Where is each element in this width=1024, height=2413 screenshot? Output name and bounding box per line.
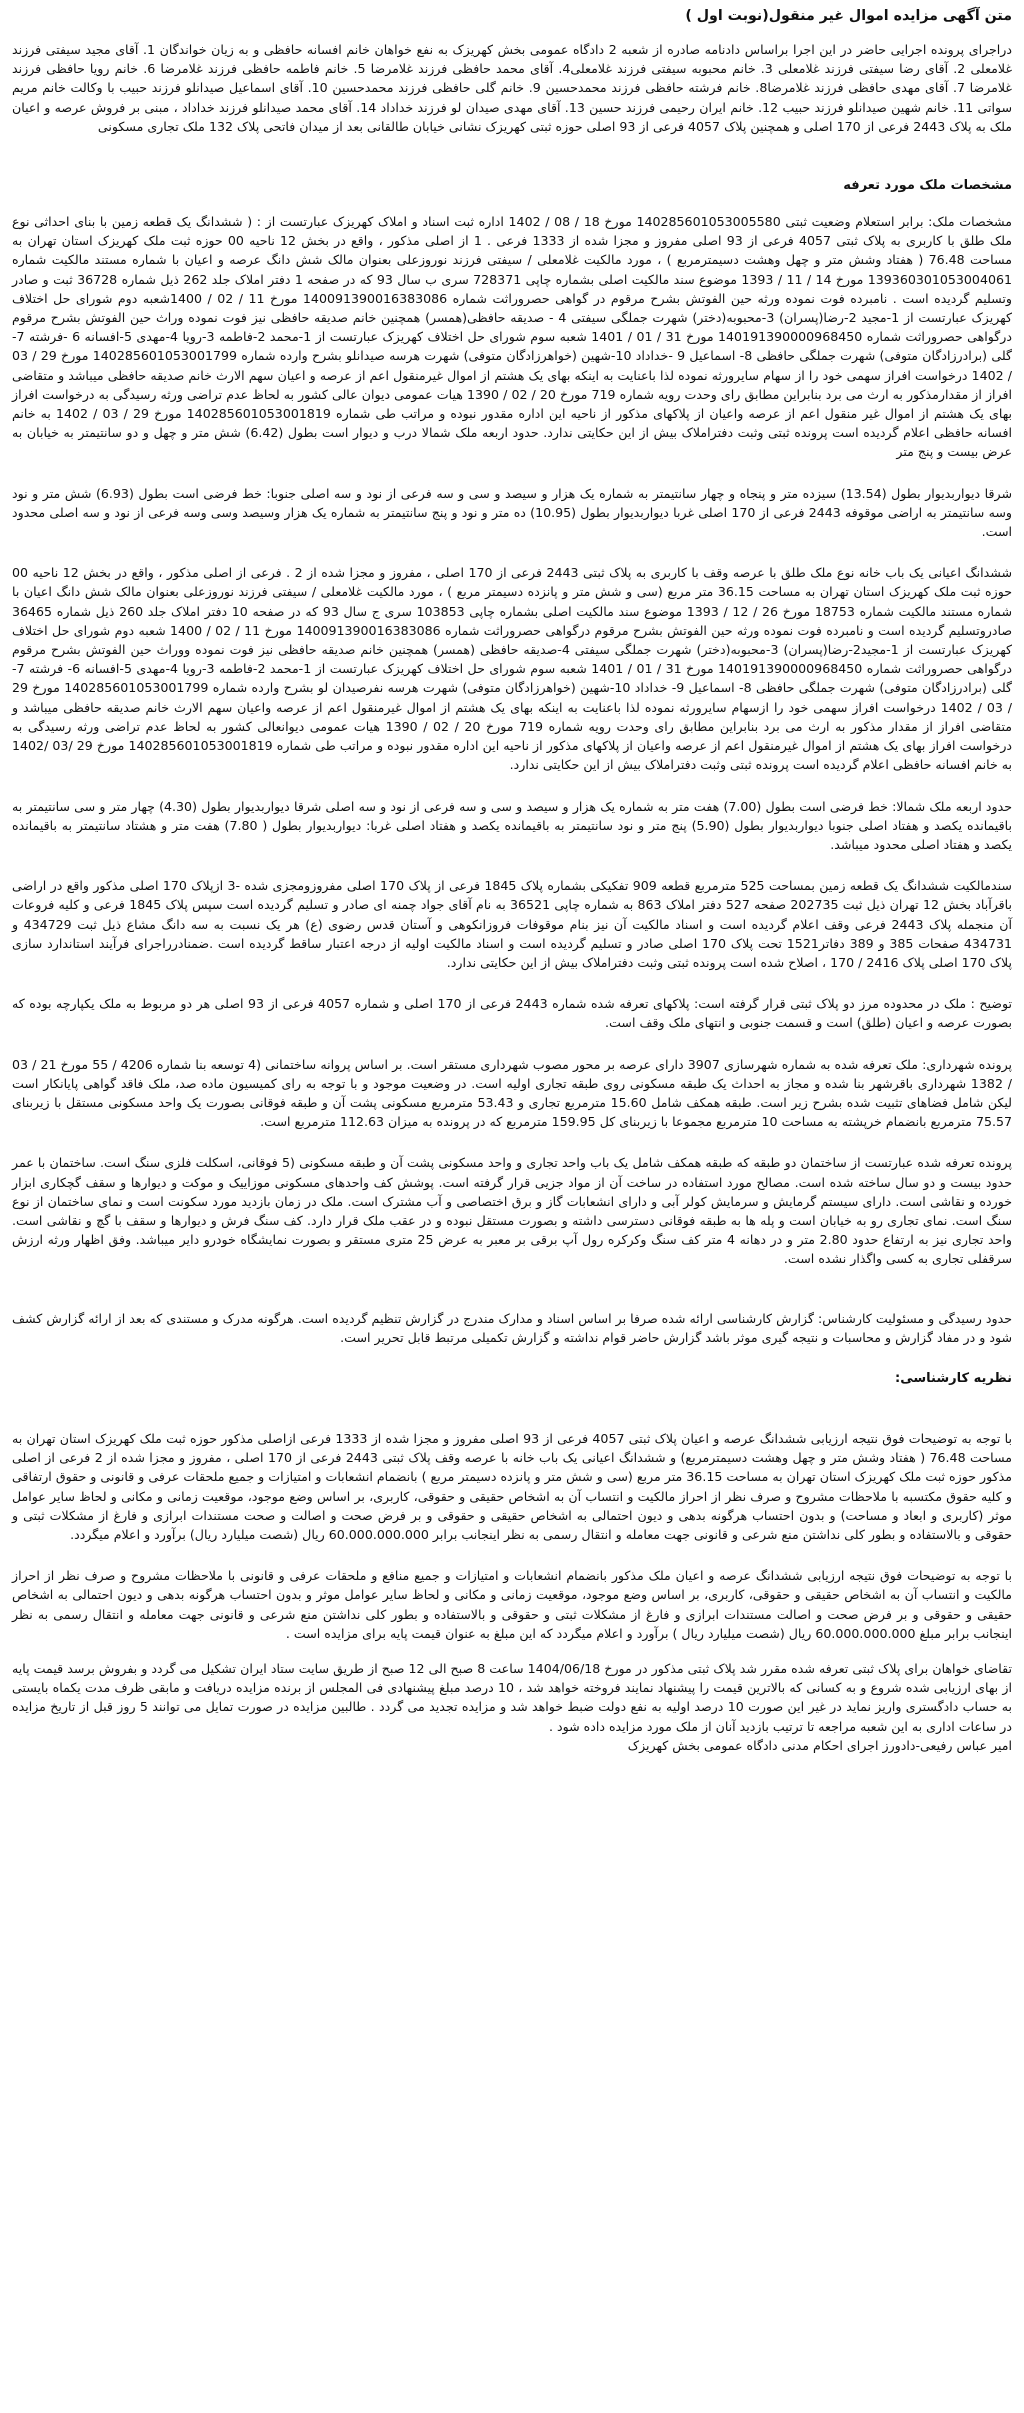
second-property-paragraph: ششدانگ اعیانی یک باب خانه نوع ملک طلق با عرصه وقف با کاربری به پلاک ثبتی 2443 فرعی از 170 اصلی ، مفروز و مجزا شده از 2 . فرعی از اصلی مذکور ، واقع در بخش 12 ناحیه 00 حوزه ثبت ملک کهریزک استان تهران به مساحت 36.15 متر مربع (سی و شش متر و پانزده دسیمتر مربع ) ، مورد مالکیت غلامعلی / سیفتی فرزند نوروزعلی بعنوان مالک شش دانگ اعیان با شماره مستند مالکیت شماره 18753 مورخ 26 / 12 / 1393 موضوع سند مالکیت اصلی بشماره چاپی 103853 سری ج سال 93 که در صفحه 10 دفتر املاک جلد 260 ذیل شماره 36465 صادروتسلیم گردیده است و نامبرده فوت نموده ورثه حین الفوتش بشرح مرقوم درگواهی حصروراثت شماره 140091390016383086 مورخ 11 / 02 / 1400 شعبه دوم شورای حل اختلاف کهریزک عبارتست از 1-مجید2-رضا(پسران) 3-محبوبه(دختر) شهرت جملگی سیفتی 4-صدیقه حافظی (همسر) همچنین خانم صدیقه حافظی نیز فوت نموده ووراث حین الفوتش بشرح مرقوم درگواهی حصروراثت شماره 140191390000968450 مورخ 31 / 01 / 1401 شعبه سوم شورای حل اختلاف کهریزک عبارتست از 1-محمد 2-فاطمه 3-رویا 4-مهدی 5-افسانه 6- فرشته 7-گلی (برادرزادگان متوفی) شهرت جملگی حافظی 8- اسماعیل 9- خداداد 10-شهین (خواهرزادگان متوفی) شهرت هرسه نفرصیدان لو بشرح وارده شماره 140285601053001799 مورخ 29 / 03 / 1402 درخواست افراز سهمی خود را ازسهام سایرورثه نموده لذا باعنایت به اینکه بهای یک هشتم از اموال غیرمنقول اعم از عرصه واعیان سهم الارث خانم صدیقه حافظی میباشد و متقاضی افراز از مقدار مذکور به ارث می برد بنابراین مطابق رای وحدت رویه شماره 719 مورخ 20 / 02 / 1390 هیات عمومی دیوانعالی کشور به لحاظ عدم تراضی ورثه رسیدگی به درخواست افراز بهای یک هشتم از اموال غیرمنقول اعم از عرصه واعیان از پلاکهای مذکور از ناحیه این اداره مقدور نبوده و مراتب طی شماره 140285601053001819 مورخ 29 /03 /1402 به خانم افسانه حافظی اعلام گردیده است پرونده ثبتی وثبت دفتراملاک بیش از این حکایتی ندارد. <box>12 565 1013 773</box>
spacer <box>12 972 1012 994</box>
spacer <box>12 136 1012 176</box>
spacer <box>12 1131 1012 1153</box>
spacer <box>12 1347 1012 1369</box>
spec-heading: مشخصات ملک مورد تعرفه <box>843 178 1012 194</box>
bounds-paragraph-2: حدود اربعه ملک شمالا: خط فرضی است بطول (7.00) هفت متر به شماره یک هزار و سیصد و سی و سه فرعی از نود و سه اصلی شرقا دیواربدیوار بطول (4.30) چهار متر و سی سانتیمتر به باقیمانده یکصد و هفتاد اصلی جنوبا دیواربدیوار بطول (5.90) پنج متر و نود سانتیمتر به باقیمانده یکصد و هفتاد اصلی غربا: دیواربدیوار بطول ( 7.80) هفت متر و هشتاد سانتیمتر به باقیمانده یکصد و هفتاد اصلی محدود میباشد. <box>12 798 1012 852</box>
bounds-paragraph-1: شرقا دیواربدیوار بطول (13.54) سیزده متر و پنجاه و چهار سانتیمتر به شماره یک هزار و سیصد و سی و سه فرعی از نود و سه اصلی جنوبا: خط فرضی است بطول (6.93) شش متر و نود وسه سانتیمتر به اراضی موقوفه 2443 فرعی از 170 اصلی غربا دیواربدیوار بطول (10.95) ده متر و نود و پنج سانتیمتر به شماره یک هزار وسیصد وسی وسه فرعی از نود و سه اصلی محدود است. <box>12 485 1012 540</box>
spacer <box>12 1269 1012 1309</box>
spec-paragraph: مشخصات ملک: برابر استعلام وضعیت ثبتی 140285601053005580 مورخ 18 / 08 / 1402 اداره ثبت اسناد و املاک کهریزک عبارتست از : ( ششدانگ یک قطعه زمین با بنای احداثی نوع ملک طلق با کاربری به پلاک ثبتی 4057 فرعی از 93 اصلی مفروز و مجزا شده از 1333 فرعی . 1 از اصلی مذکور ، واقع در بخش 12 ناحیه 00 حوزه ثبت ملک کهریزک استان تهران به مساحت 76.48 ( هفتاد وشش متر و چهل وهشت دسیمترمربع ) ، مورد مالکیت غلامعلی / سیفتی فرزند نوروزعلی بعنوان مالک شش دانگ عرصه و اعیان با شماره مستند مالکیت شماره 139360301053004061 مورخ 14 / 11 / 1393 موضوع سند مالکیت اصلی بشماره چاپی 728371 سری ب سال 93 که در صفحه 1 دفتر املاک جلد 262 ذیل شماره 36728 ثبت و صادر وتسلیم گردیده است . نامبرده فوت نموده ورثه حین الفوتش بشرح مرقوم در گواهی حصروراثت شماره 140091390016383086 مورخ 11 / 02 / 1400شعبه دوم شورای حل اختلاف کهریزک عبارتست از 1-مجید 2-رضا(پسران) 3-محبوبه(دختر) شهرت جملگی سیفتی 4 - صدیقه حافظی(همسر) همچنین خانم صدیقه حافظی نیز فوت نموده وراث حین الفوتش بشرح مرقوم درگواهی حصروراثت شماره 140191390000968450 مورخ 31 / 01 / 1401 شعبه سوم شورای حل اختلاف کهریزک عبارتست از 1-محمد 2-فاطمه 3-رویا 4-مهدی 5-افسانه 6 -فرشته 7-گلی (برادرزادگان متوفی) شهرت جملگی حافظی 8- اسماعیل 9 -خداداد 10-شهین (خواهرزادگان متوفی) شهرت هرسه صیدانلو بشرح وارده شماره 140285601053001799 مورخ 29 / 03 / 1402 درخواست افراز سهمی خود را از سهام سایرورثه نموده لذا باعنایت به اینکه بهای یک هشتم از اموال غیرمنقول اعم از عرصه و اعیان سهم الارث خانم صدیقه حافظی میباشد و متقاضی افراز از مقدارمذکور به ارث می برد بنابراین مطابق رای وحدت رویه شماره 719 مورخ 20 / 02 / 1390 هیات عمومی دیوان عالی کشور به لحاظ عدم تراضی ورثه رسیدگی به درخواست افراز بهای یک هشتم از اموال غیر منقول اعم از عرصه واعیان از پلاکهای مذکور از ناحیه این اداره مقدور نبوده و مراتب طی شماره 140285601053001819 مورخ 29 / 03 / 1402 به خانم افسانه حافظی اعلام گردیده است پرونده ثبتی وثبت دفتراملاک بیش از این حکایتی ندارد. حدود اربعه ملک شمالا درب و دیوار است بطول (6.42) شش متر و چهل و دو سانتیمتر به خیابان به عرض بیست و پنج متر <box>12 214 1013 460</box>
municipal-paragraph: پرونده شهرداری: ملک تعرفه شده به شماره شهرسازی 3907 دارای عرصه بر محور مصوب شهرداری مستقر است. بر اساس پروانه ساختمانی (4 توسعه بنا شماره 4206 / 55 مورخ 21 / 03 / 1382 شهرداری باقرشهر بنا شده و مجاز به احداث یک طبقه مسکونی روی طبقه تجاری اولیه است. در وضعیت موجود و با توجه به رای کمیسیون ماده صد، ملک فاقد گواهی پایانکار است لیکن شامل فضاهای تثبیت شده بشرح زیر است. طبقه همکف شامل 15.60 مترمربع تجاری و 53.43 مترمربع مسکونی پشت آن و طبقه فوقانی بصورت یک واحد مسکونی مستقل با زیربنای 75.57 مترمربع بانضمام خرپشته به مساحت 10 مترمربع مجموعا با زیربنای کل 159.95 مترمربع که در پرونده به میزان 112.63 مترمربع است. <box>12 1056 1013 1130</box>
intro-paragraph: دراجرای پرونده اجرایی حاضر در این اجرا براساس دادنامه صادره از شعبه 2 دادگاه عمومی بخش کهریزک به نفع خواهان خانم افسانه حافظی و به زیان خواندگان 1. آقای مجید سیفتی فرزند غلامعلی 2. آقای رضا سیفتی فرزند غلامعلی 3. خانم محبوبه سیفتی فرزند غلامعلی4. آقای محمد حافظی فرزند غلامرضا 5. خانم فاطمه حافظی فرزند غلامرضا 6. خانم رویا حافظی فرزند غلامرضا 7. آقای مهدی حافظی فرزند غلامرضا8. خانم فرشته حافظی فرزند محمدحسین 9. خانم گلی حافظی فرزند محمدحسین 10. آقای اسماعیل صیدانلو فرزند حبیب با وکالت خانم مریم سواتی 11. خانم شهین صیدانلو فرزند حبیب 12. خانم ایران رحیمی فرزند حسین 13. آقای مهدی صیدان لو فرزند خداداد 14. آقای محمد صیدانلو فرزند خداداد ، مبنی بر فروش عرصه و اعیان ملک به پلاک 2443 فرعی از 170 اصلی و همچنین پلاک 4057 فرعی از 93 اصلی حوزه ثبتی کهریزک نشانی خیابان طالقانی بعد از میدان فاتحی پلاک 132 ملک تجاری مسکونی <box>12 42 1013 134</box>
auction-paragraph: تقاضای خواهان برای پلاک ثبتی تعرفه شده مقرر شد پلاک ثبتی مذکور در مورخ 1404/06/18 ساعت 8 صبح الی 12 صبح از طریق سایت ستاد ایران تشکیل می گردد و بفروش برسد قیمت پایه از بهای ارزیابی شده شروع و به کسانی که بالاترین قیمت را پیشنهاد نمایند فروخته خواهد شد ، 10 درصد مبلغ پیشنهادی فی المجلس از برنده مزایده دریافت و مابقی ظرف مدت یکماه بایستی به حساب دادگستری واریز نماید در غیر این صورت 10 درصد اولیه به نفع دولت ضبط خواهد شد و مزایده تجدید می گردد . طالبین مزایده در صورت تمایل می توانند 5 روز قبل از تاریخ مزایده در ساعات اداری به این شعبه مراجعه تا ترتیب بازدید آنان از ملک مورد مزایده داده شود . <box>12 1661 1013 1734</box>
spacer <box>12 462 1012 484</box>
spacer <box>12 1643 1012 1659</box>
spacer <box>12 775 1012 797</box>
opinion-heading: نظریه کارشناسی: <box>895 1370 1012 1386</box>
opinion-paragraph-1: با توجه به توضیحات فوق نتیجه ارزیابی ششدانگ عرصه و اعیان پلاک ثبتی 4057 فرعی از 93 اصلی مفروز و مجزا شده از 1333 فرعی ازاصلی مذکور حوزه ثبت ملک کهریزک استان تهران به مساحت 76.48 ( هفتاد وشش متر و چهل وهشت دسیمترمربع) و ششدانگ اعیانی یک باب خانه با عرصه وقف پلاک ثبتی 2443 فرعی از 170 اصلی ، مفروز و مجزا شده از 2 فرعی از اصلی مذکور حوزه ثبت ملک کهریزک استان تهران به مساحت 36.15 متر مربع (سی و شش متر و پانزده دسیمتر مربع ) بانضمام انشعابات و امتیازات و جمیع ملحقات عرفی و قانونی و حقوق ارتفاقی و کلیه حقوق مکتسبه با ملاحظات مشروح و صرف نظر از احراز مالکیت و انتساب آن به اشخاص حقیقی و حقوقی، کاربری، بر اساس وضع موجود، موقعیت زمانی و مکانی و لحاظ سایر عوامل موثر (کاربری و ابعاد و مساحت) و بدون احتساب هرگونه بدهی و دیون احتمالی به اشخاص حقیقی و حقوقی و بر فرض صحت و اصالت و صحت مستندات ابرازی و فارغ از مشکلات ثبتی و حقوقی و بالاستفاده و بطور کلی نداشتن منع شرعی و قانونی جهت معامله و انتقال رسمی به نظر اینجانب برابر 60.000.000.000 ريال (شصت میلیارد ريال) برآورد و اعلام میگردد. <box>12 1430 1012 1542</box>
building-paragraph: پرونده تعرفه شده عبارتست از ساختمان دو طبقه که طبقه همکف شامل یک باب واحد تجاری و واحد مسکونی پشت آن و طبقه مسکونی (5 فوقانی، اسکلت فلزی سنگ است. ساختمان با عمر حدود بیست و دو سال ساخته شده است. مصالح مورد استفاده در ساخت آن از مواد جزیی قرار گرفته است. پوشش کف واحدهای مسکونی موزاییک و موکت و دیوارها و سقف گچکاری ابزار خورده و نقاشی است. دارای سیستم گرمایش و سرمایش کولر آبی و دارای انشعابات گاز و برق اختصاصی و آب مشترک است. ملک در زمان بازدید مورد سکونت است و نمای ساختمان از نوع سنگ است. نمای تجاری رو به خیابان است و پله ها به طبقه فوقانی دسترسی داشته و بصورت مستقل نبوده و در عقب ملک قرار دارد. کف سنگ فرش و دیوارها و سقف با گچ و نقاشی است. واحد تجاری نیز به ارتفاع حدود 2.80 متر و در دهانه 4 متر کف سنگ وکرکره رول آپ برقی بر معبر به عرض 25 متری مستقر و بصورت نمایشگاه خودرو دایر میباشد. وفق اظهار ورثه ارزش سرقفلی تجاری به کسی واگذار نشده است. <box>12 1155 1013 1267</box>
spacer <box>12 1389 1012 1429</box>
notice-title: متن آگهی مزایده اموال غیر منقول(نوبت اول ) <box>685 8 1012 24</box>
explanation-paragraph: توضیح : ملک در محدوده مرز دو پلاک ثبتی قرار گرفته است: پلاکهای تعرفه شده شماره 2443 فرعی از 170 اصلی و شماره 4057 فرعی از 93 اصلی هر دو مربوط به ملک یکپارچه بوده که بصورت عرصه و اعیان (طلق) است و قسمت جنوبی و انتهای ملک وقف است. <box>12 996 1013 1031</box>
spacer <box>12 1033 1012 1055</box>
opinion-paragraph-2: با توجه به توضیحات فوق نتیجه ارزیابی ششدانگ عرصه و اعیان ملک مذکور بانضمام انشعابات و امتیازات و جمیع منافع و ملحقات عرفی و قانونی با ملاحظات مشروح و صرف نظر از احراز مالکیت و انتساب آن به اشخاص حقیقی و حقوقی، کاربری، بر اساس وضع موجود، موقعیت زمانی و مکانی و لحاظ سایر عوامل موثر و بدون احتساب هرگونه بدهی و دیون احتمالی به اشخاص حقیقی و حقوقی و بر فرض صحت و اصالت مستندات ابرازی و فارغ از مشکلات ثبتی و حقوقی و بالاستفاده و بطور کلی نداشتن منع شرعی و قانونی جهت معامله و انتقال رسمی به نظر اینجانب برابر مبلغ 60.000.000.000 ريال (شصت میلیارد ريال ) برآورد و اعلام میگردد که این مبلغ به عنوان قیمت پایه برای مزایده است . <box>12 1568 1012 1641</box>
spacer <box>12 854 1012 876</box>
limits-paragraph: حدود رسیدگی و مسئولیت کارشناس: گزارش کارشناسی ارائه شده صرفا بر اساس اسناد و مدارک مندرج در گزارش تنظیم گردیده است. هرگونه مدرک و مستندی که بعد از ارائه گزارش کشف شود و در مفاد گزارش و محاسبات و نتیجه گیری موثر باشد گزارش حاضر قوام نداشته و گزارش تکمیلی مرتبط قابل تحریر است. <box>12 1310 1012 1345</box>
spacer <box>12 196 1012 212</box>
spacer <box>12 541 1012 563</box>
waqf-document-paragraph: سندمالکیت ششدانگ یک قطعه زمین بمساحت 525 مترمربع قطعه 909 تفکیکی بشماره پلاک 1845 فرعی از پلاک 170 اصلی مفروزومجزی شده -3 ازپلاک 170 اصلی مذکور واقع در اراضی باقرآباد بخش 12 تهران ذیل ثبت 202735 صفحه 527 دفتر املاک 863 به شماره چاپی 36521 به نام آقای جواد چمنه ای صادر و تسلیم گردیده است سپس پلاک 1845 فرعی و کلیه فروعات آن منجمله پلاک 2443 فرعی وقف اعلام گردیده است و اسناد مالکیت آن نیز بنام موقوفات فروزانکوهی و آستان قدس رضوی (ع) هر یک نسبت به سه دانگ مشاع ذیل ثبت 434729 و 434731 صفحات 385 و 389 دفاتر1521 تحت پلاک 170 اصلی صادر و تسلیم گردیده است و اسناد مالکیت اولیه از درجه اعتبار ساقط گردیده است .ضمنادرراجرای فرآیند استاندارد سازی پلاک 170 اصلی پلاک 2416 / 170 ، اصلاح شده است پرونده ثبتی وثبت دفتراملاک بیش از این حکایتی ندارد. <box>12 878 1013 970</box>
signature-line: امیر عباس رفیعی-دادورز اجرای احکام مدنی دادگاه عمومی بخش کهریزک <box>627 1737 1012 1753</box>
spacer <box>12 1544 1012 1566</box>
